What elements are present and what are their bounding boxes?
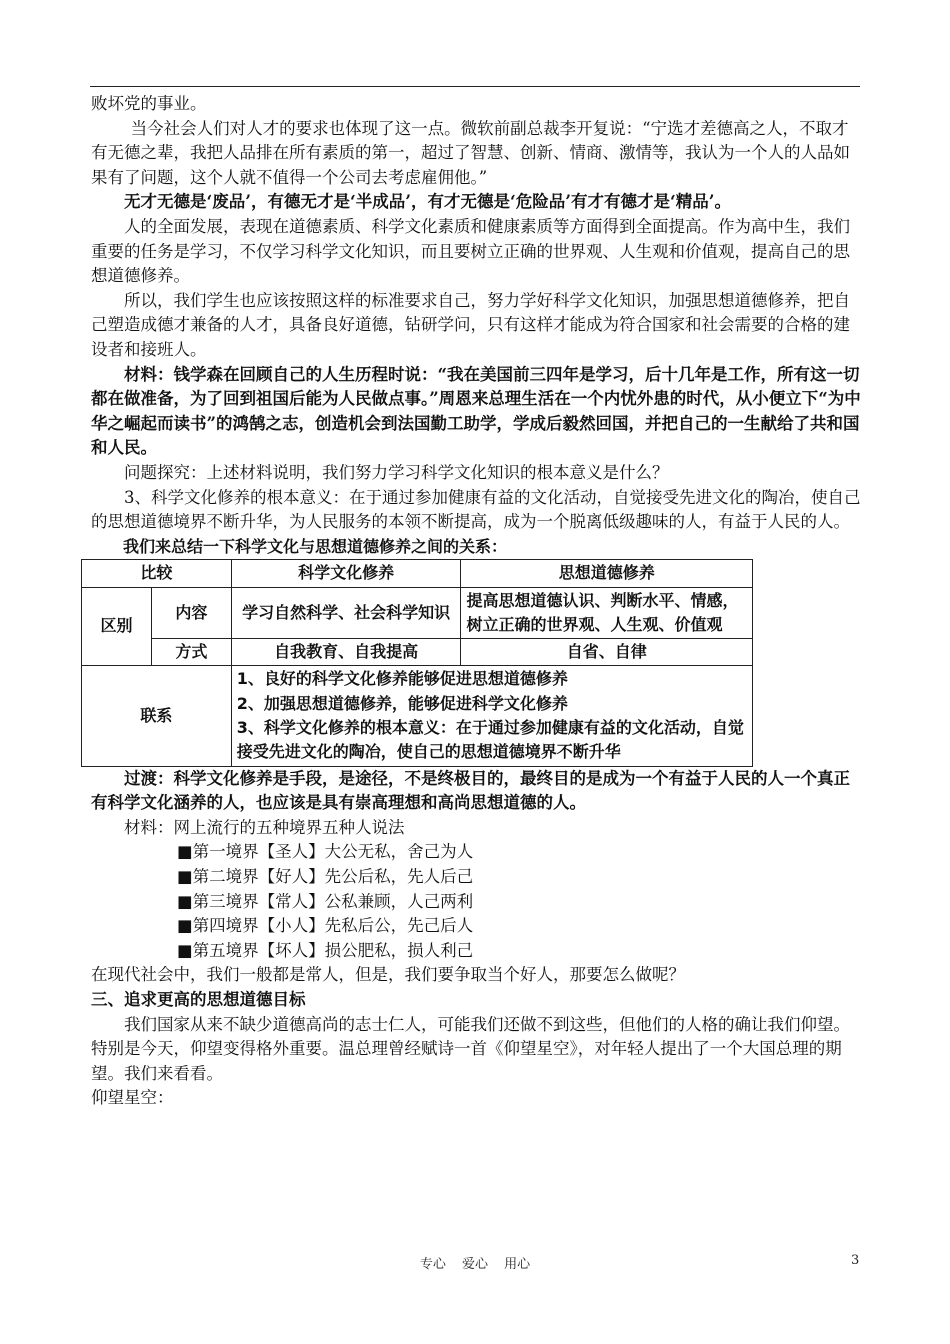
table-header-cell: 思想道德修养: [461, 560, 753, 587]
paragraph: 材料：网上流行的五种境界五种人说法: [124, 817, 405, 837]
paragraph: 仰望星空：: [91, 1088, 174, 1108]
paragraph: 在现代社会中，我们一般都是常人，但是，我们要争取当个好人，那要怎么做呢？: [91, 965, 685, 985]
bold-paragraph: 无才无德是‘废品’，有德无才是‘半成品’，有才无德是‘危险品’有才有德才是‘精品’。: [124, 192, 731, 212]
paragraph: 所以，我们学生也应该按照这样的标准要求自己，努力学好科学文化知识，加强思想道德修养，把自己塑造成德才兼备的人才，具备良好道德，钻研学问，只有这样才能成为符合国家和社会需要的合格的建设者和接班人。: [91, 290, 850, 359]
footer-word: 爱心: [461, 1257, 488, 1272]
header-rule: [90, 86, 860, 87]
paragraph: 当今社会人们对人才的要求也体现了这一点。微软前副总裁李开复说：“宁选才差德高之人，不取才有无德之辈，我把人品排在所有素质的第一，超过了智慧、创新、情商、激情等，我认为一个人的人品如果有了问题，这个人就不值得一个公司去考虑雇佣他。”: [91, 118, 850, 187]
table-header-cell: 比较: [82, 560, 232, 587]
comparison-table: [81, 559, 753, 766]
paragraph: 人的全面发展，表现在道德素质、科学文化素质和健康素质等方面得到全面提高。作为高中生，我们重要的任务是学习，不仅学习科学文化知识，而且要树立正确的世界观、人生观和价值观，提高自己的思想道德修养。: [91, 216, 850, 286]
page-number: 3: [851, 1253, 860, 1268]
relation-item: 1、良好的科学文化修养能够促进思想道德修养: [236, 669, 568, 689]
material-paragraph: 材料：钱学森在回顾自己的人生历程时说：“我在美国前三四年是学习，后十几年是工作，所有这一切都在做准备，为了回到祖国后能为人民做点事。”周恩来总理生活在一个内忧外患的时代，从小便立下“为中华之崛起而读书”的鸿鹄之志，创造机会到法国勤工助学，学成后毅然回国，并把自己的一生献给了共和国和人民。: [91, 364, 861, 458]
table-cell: 自我教育、自我提高: [231, 639, 461, 666]
footer-motto: [0, 1253, 950, 1272]
transition-paragraph: 过渡：科学文化修养是手段，是途径，不是终极目的，最终目的是成为一个有益于人民的人一个真正有科学文化涵养的人，也应该是具有崇高理想和高尚思想道德的人。: [91, 768, 850, 813]
table-cell: [231, 666, 752, 766]
table-row: [82, 666, 753, 766]
list-item: ■第三境界【常人】公私兼顾，人己两利: [177, 891, 474, 911]
table-row: [82, 587, 753, 639]
list-item: ■第二境界【好人】先公后私，先人后己: [177, 867, 474, 887]
table-cell: 方式: [151, 639, 231, 666]
table-cell: 内容: [151, 587, 231, 639]
table-cell: 自省、自律: [461, 639, 753, 666]
table-row: [82, 639, 753, 666]
list-item: ■第一境界【圣人】大公无私，舍己为人: [177, 842, 474, 862]
paragraph: 3、科学文化修养的根本意义：在于通过参加健康有益的文化活动，自觉接受先进文化的陶冶，使自己的思想道德境界不断升华，为人民服务的本领不断提高，成为一个脱离低级趣味的人，有益于人民的人。: [91, 487, 861, 532]
table-cell: 学习自然科学、社会科学知识: [231, 587, 461, 639]
paragraph: 我们国家从来不缺少道德高尚的志士仁人，可能我们还做不到这些，但他们的人格的确让我们仰望。特别是今天，仰望变得格外重要。温总理曾经赋诗一首《仰望星空》，对年轻人提出了一个大国总理的期望。我们来看看。: [91, 1014, 850, 1083]
question-paragraph: 问题探究：上述材料说明，我们努力学习科学文化知识的根本意义是什么？: [124, 462, 669, 482]
relation-item: 2、加强思想道德修养，能够促进科学文化修养: [236, 693, 568, 713]
list-item: ■第五境界【坏人】损公肥私，损人利己: [177, 940, 474, 960]
table-row: [82, 560, 753, 587]
relation-item: 3、科学文化修养的根本意义：在于通过参加健康有益的文化活动，自觉接受先进文化的陶冶，使自己的思想道德境界不断升华: [236, 718, 744, 762]
section-heading: 三、追求更高的思想道德目标: [91, 990, 306, 1009]
table-caption: 我们来总结一下科学文化与思想道德修养之间的关系：: [123, 536, 508, 556]
footer-word: 用心: [504, 1257, 531, 1272]
table-header-cell: 科学文化修养: [231, 560, 461, 587]
document-body: [91, 92, 862, 1111]
list-item: ■第四境界【小人】先私后公，先己后人: [177, 916, 474, 936]
table-cell: 区别: [82, 587, 152, 666]
table-cell: 提高思想道德认识、判断水平、情感，树立正确的世界观、人生观、价值观: [461, 587, 753, 639]
footer-word: 专心: [419, 1257, 446, 1272]
table-cell: 联系: [82, 666, 232, 766]
paragraph: 败坏党的事业。: [91, 94, 207, 113]
